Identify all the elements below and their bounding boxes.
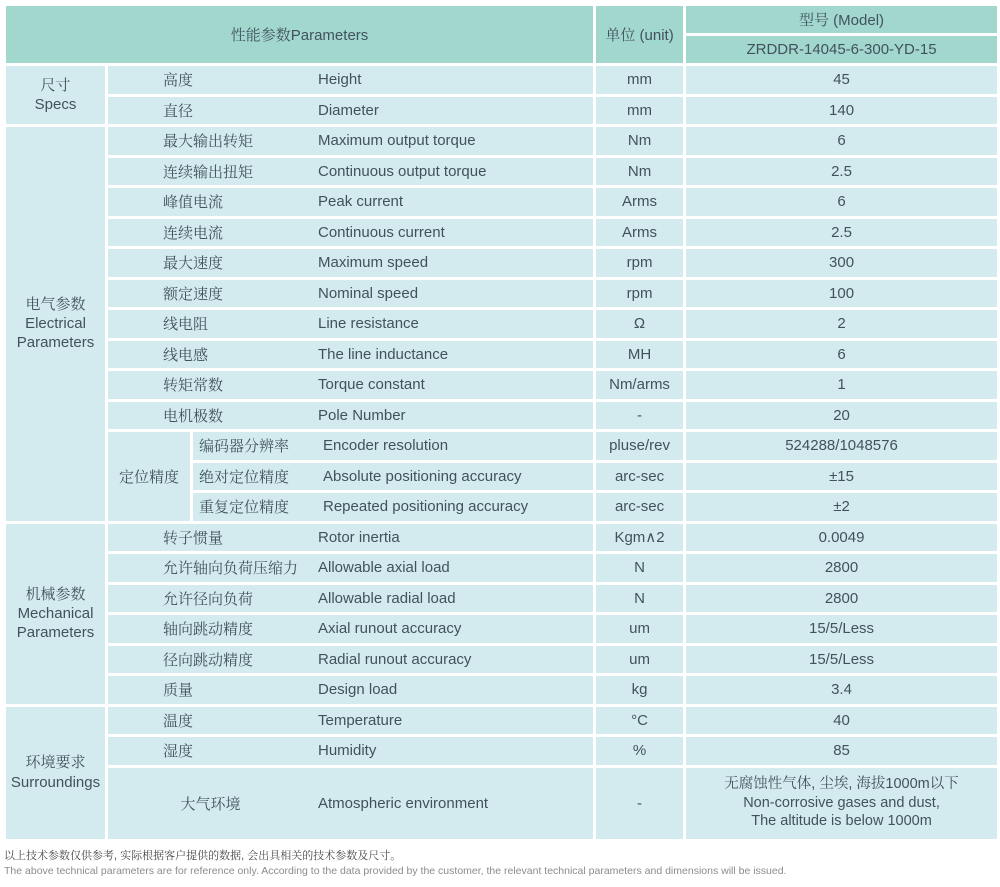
param-label-en: Peak current	[318, 193, 404, 211]
param-label-en: Radial runout accuracy	[318, 650, 472, 668]
param-label-cn: 温度	[163, 712, 194, 730]
param-label-cell	[107, 187, 595, 218]
param-label-cell	[107, 705, 595, 736]
param-label-cell	[107, 156, 595, 187]
section-name-en: Electrical Parameters	[16, 315, 95, 352]
param-label-en: Line resistance	[318, 315, 419, 333]
param-label-cn: 高度	[163, 72, 194, 90]
section-name-cn: 环境要求	[25, 754, 86, 772]
param-unit: um	[595, 614, 685, 645]
param-unit: kg	[595, 675, 685, 706]
param-value: 40	[685, 705, 999, 736]
param-label-en: Design load	[318, 681, 398, 699]
param-value: 2800	[685, 553, 999, 584]
param-label-cell	[107, 217, 595, 248]
param-unit: pluse/rev	[595, 431, 685, 462]
param-label-cell	[107, 370, 595, 401]
header-parameters-label: 性能参数Parameters	[5, 5, 595, 65]
param-unit: Nm	[595, 156, 685, 187]
param-label-cn: 重复定位精度	[199, 499, 290, 517]
param-label-cell	[107, 522, 595, 553]
param-label-cn: 编码器分辨率	[199, 438, 290, 456]
footnote-en: The above technical parameters are for reference only. According to the data provided by the customer, the relevant technical parameters and dimensions will be issued.	[4, 864, 787, 877]
param-value	[685, 766, 999, 840]
param-unit: Arms	[595, 187, 685, 218]
param-unit: N	[595, 583, 685, 614]
param-label-cell	[107, 309, 595, 340]
param-label-cell	[192, 461, 595, 492]
param-label-cn: 连续电流	[163, 224, 224, 242]
param-label-cn: 轴向跳动精度	[163, 621, 254, 639]
section-name-cn: 机械参数	[25, 585, 86, 603]
param-label-cell	[107, 553, 595, 584]
param-label-en: Repeated positioning accuracy	[323, 498, 529, 516]
param-label-en: Allowable radial load	[318, 589, 456, 607]
param-label-cell	[107, 126, 595, 157]
param-label-cn: 湿度	[163, 743, 194, 761]
param-label-cn: 径向跳动精度	[163, 651, 254, 669]
param-label-cell	[192, 492, 595, 523]
section-name-cn: 尺寸	[40, 76, 71, 94]
param-label-cell	[192, 431, 595, 462]
param-label-cn: 转子惯量	[163, 529, 224, 547]
param-value-line: Non-corrosive gases and dust,	[743, 794, 940, 811]
param-label-cn: 最大速度	[163, 255, 224, 273]
section-label-surroundings	[5, 705, 107, 840]
param-value: 1	[685, 370, 999, 401]
param-label-cell	[107, 583, 595, 614]
param-label-cn: 线电感	[163, 346, 209, 364]
section-name-en: Mechanical Parameters	[16, 604, 95, 642]
param-unit: Nm	[595, 126, 685, 157]
param-label-en: The line inductance	[318, 345, 449, 363]
param-value: 2800	[685, 583, 999, 614]
param-value: 6	[685, 187, 999, 218]
param-value: 100	[685, 278, 999, 309]
param-label-en: Rotor inertia	[318, 528, 400, 546]
param-label-cell	[107, 766, 595, 840]
param-label-cn: 电机极数	[163, 407, 224, 425]
param-label-en: Torque constant	[318, 376, 425, 394]
param-label-en: Height	[318, 71, 362, 89]
param-unit: um	[595, 644, 685, 675]
param-unit: rpm	[595, 248, 685, 279]
param-label-cn: 额定速度	[163, 285, 224, 303]
param-unit: Arms	[595, 217, 685, 248]
param-label-cell	[107, 736, 595, 767]
param-label-en: Continuous output torque	[318, 162, 487, 180]
header-model-label: 型号 (Model)	[685, 5, 999, 35]
header-model-value: ZRDDR-14045-6-300-YD-15	[685, 35, 999, 65]
param-unit: -	[595, 766, 685, 840]
param-label-en: Maximum output torque	[318, 132, 476, 150]
footnote-cn: 以上技术参数仅供参考, 实际根据客户提供的数据, 会出具相关的技术参数及尺寸。	[4, 849, 402, 862]
section-name-en: Surroundings	[10, 773, 101, 791]
param-label-cn: 质量	[163, 682, 194, 700]
param-value: 2	[685, 309, 999, 340]
param-label-en: Atmospheric environment	[318, 794, 489, 812]
param-label-cell	[107, 675, 595, 706]
param-value: 140	[685, 95, 999, 126]
section-label-specs	[5, 65, 107, 126]
param-unit: %	[595, 736, 685, 767]
param-label-en: Diameter	[318, 101, 379, 119]
param-unit: mm	[595, 65, 685, 96]
param-label-cell	[107, 339, 595, 370]
param-unit: MH	[595, 339, 685, 370]
param-value: 15/5/Less	[685, 614, 999, 645]
section-name-en: Specs	[34, 96, 77, 113]
footnote	[4, 849, 1000, 879]
param-unit: arc-sec	[595, 492, 685, 523]
param-label-cn: 直径	[163, 102, 194, 120]
param-value: 85	[685, 736, 999, 767]
param-value: 15/5/Less	[685, 644, 999, 675]
param-label-cn: 允许轴向负荷压缩力	[163, 560, 299, 578]
param-value: 6	[685, 126, 999, 157]
param-label-cn: 连续输出扭矩	[163, 163, 254, 181]
param-value: ±2	[685, 492, 999, 523]
param-label-en: Encoder resolution	[323, 437, 449, 455]
param-label-cell	[107, 248, 595, 279]
param-unit: rpm	[595, 278, 685, 309]
param-unit: N	[595, 553, 685, 584]
param-label-cn: 允许径向负荷	[163, 590, 254, 608]
param-label-cn: 大气环境	[180, 795, 241, 813]
param-label-cn: 绝对定位精度	[199, 468, 290, 486]
param-value: 2.5	[685, 156, 999, 187]
positioning-accuracy-group-label: 定位精度	[107, 431, 192, 523]
param-label-cell	[107, 65, 595, 96]
param-value: 6	[685, 339, 999, 370]
param-unit: Ω	[595, 309, 685, 340]
param-label-cn: 线电阻	[163, 316, 209, 334]
param-value-line: 无腐蚀性气体, 尘埃, 海拔1000m以下	[724, 775, 959, 792]
spec-table	[3, 3, 1000, 842]
param-value: 2.5	[685, 217, 999, 248]
param-unit: -	[595, 400, 685, 431]
param-label-cn: 峰值电流	[163, 194, 224, 212]
param-label-cell	[107, 95, 595, 126]
section-label-mechanical	[5, 522, 107, 705]
param-label-cn: 转矩常数	[163, 377, 224, 395]
param-label-en: Allowable axial load	[318, 559, 450, 577]
param-label-cn: 最大输出转矩	[163, 133, 254, 151]
section-label-electrical	[5, 126, 107, 523]
param-label-cell	[107, 278, 595, 309]
param-value: 20	[685, 400, 999, 431]
param-label-cell	[107, 400, 595, 431]
param-value-line: The altitude is below 1000m	[751, 813, 932, 830]
param-label-en: Humidity	[318, 742, 377, 760]
param-unit: °C	[595, 705, 685, 736]
param-value: 0.0049	[685, 522, 999, 553]
param-label-en: Nominal speed	[318, 284, 419, 302]
param-label-en: Absolute positioning accuracy	[323, 467, 522, 485]
section-name-cn: 电气参数	[25, 295, 86, 313]
param-label-en: Continuous current	[318, 223, 445, 241]
param-value: ±15	[685, 461, 999, 492]
param-value: 300	[685, 248, 999, 279]
header-unit-label: 单位 (unit)	[595, 5, 685, 65]
param-value: 3.4	[685, 675, 999, 706]
param-label-en: Pole Number	[318, 406, 406, 424]
param-value: 45	[685, 65, 999, 96]
param-unit: mm	[595, 95, 685, 126]
param-label-cell	[107, 614, 595, 645]
param-label-en: Maximum speed	[318, 254, 429, 272]
param-value: 524288/1048576	[685, 431, 999, 462]
param-unit: Kgm∧2	[595, 522, 685, 553]
param-label-en: Temperature	[318, 711, 403, 729]
param-unit: arc-sec	[595, 461, 685, 492]
param-label-cell	[107, 644, 595, 675]
param-label-en: Axial runout accuracy	[318, 620, 462, 638]
param-unit: Nm/arms	[595, 370, 685, 401]
